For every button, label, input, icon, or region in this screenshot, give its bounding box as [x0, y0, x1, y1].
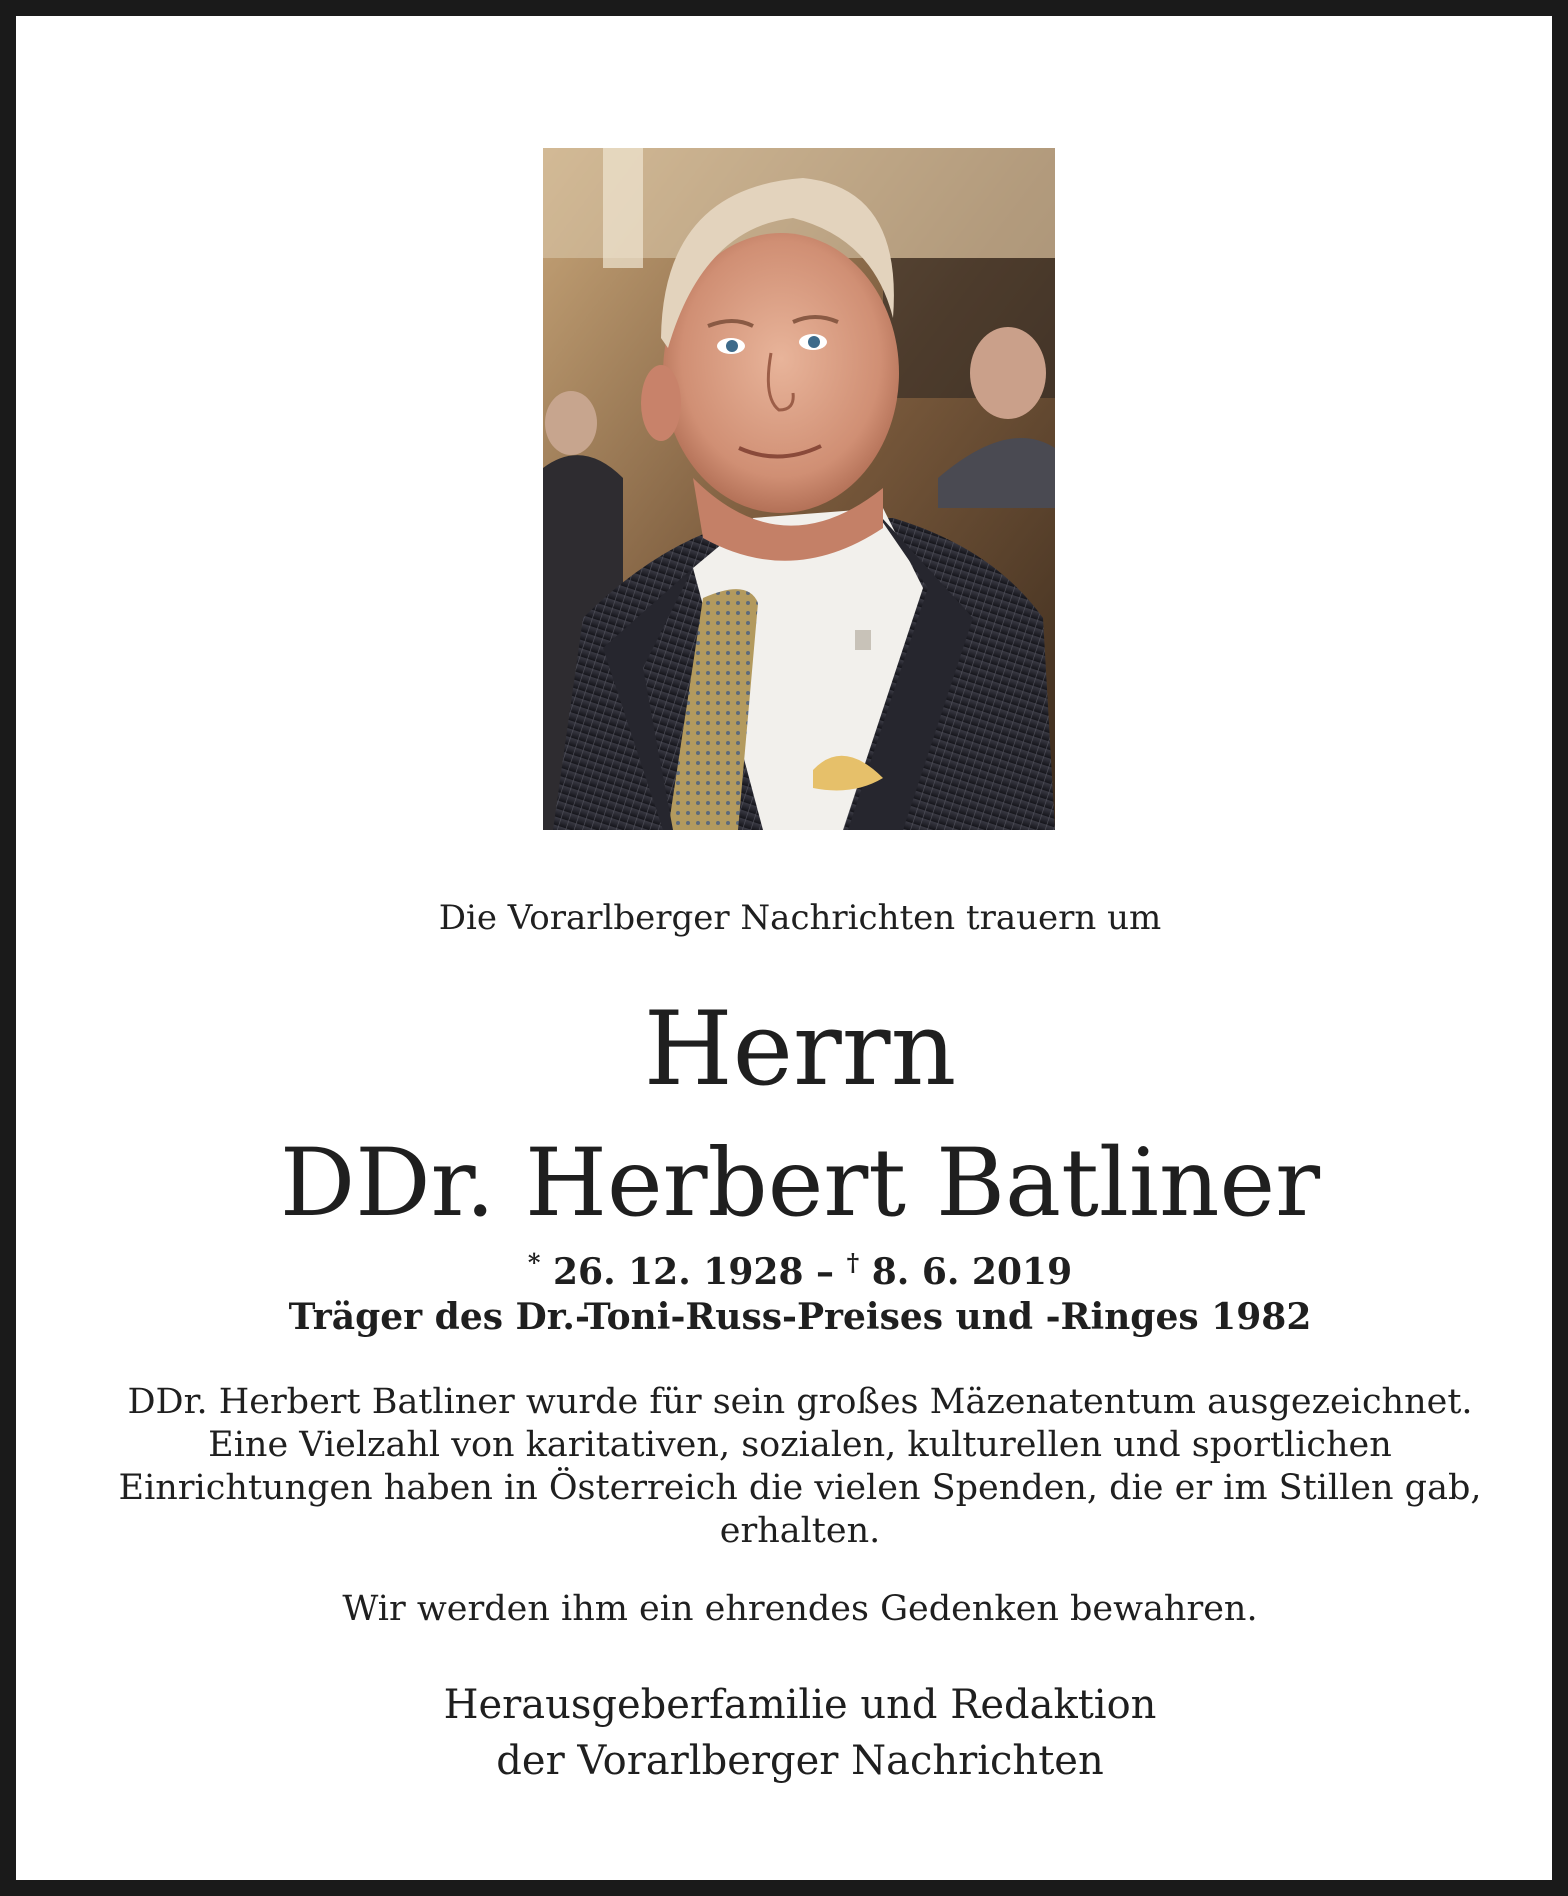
tribute-line: DDr. Herbert Batliner wurde für sein großes Mäzenatentum ausgezeichnet.	[127, 1382, 1473, 1422]
date-separator: –	[816, 1251, 835, 1293]
tribute-line: Eine Vielzahl von karitativen, sozialen, kulturellen und sportlichen	[208, 1425, 1392, 1465]
death-date: 8. 6. 2019	[871, 1251, 1073, 1293]
birth-symbol: *	[527, 1248, 541, 1277]
closing-line: Wir werden ihm ein ehrendes Gedenken bewahren.	[342, 1589, 1258, 1629]
deceased-name: DDr. Herbert Batliner	[279, 1129, 1321, 1238]
tribute-line: erhalten.	[719, 1511, 881, 1551]
signature-line: Herausgeberfamilie und Redaktion	[443, 1682, 1157, 1728]
tribute-line: Einrichtungen haben in Österreich die vielen Spenden, die er im Stillen gab,	[118, 1468, 1482, 1508]
death-symbol: †	[846, 1248, 860, 1277]
award-line: Träger des Dr.-Toni-Russ-Preises und -Ringes 1982	[288, 1296, 1312, 1338]
signature-line: der Vorarlberger Nachrichten	[496, 1738, 1104, 1784]
signature	[16, 1677, 1568, 1789]
portrait-photo	[543, 148, 1055, 830]
birth-date: 26. 12. 1928	[552, 1251, 804, 1293]
salutation: Herrn	[643, 990, 957, 1109]
tribute-paragraph	[16, 1381, 1568, 1553]
life-dates	[16, 1248, 1568, 1293]
intro-text: Die Vorarlberger Nachrichten trauern um	[438, 898, 1162, 938]
